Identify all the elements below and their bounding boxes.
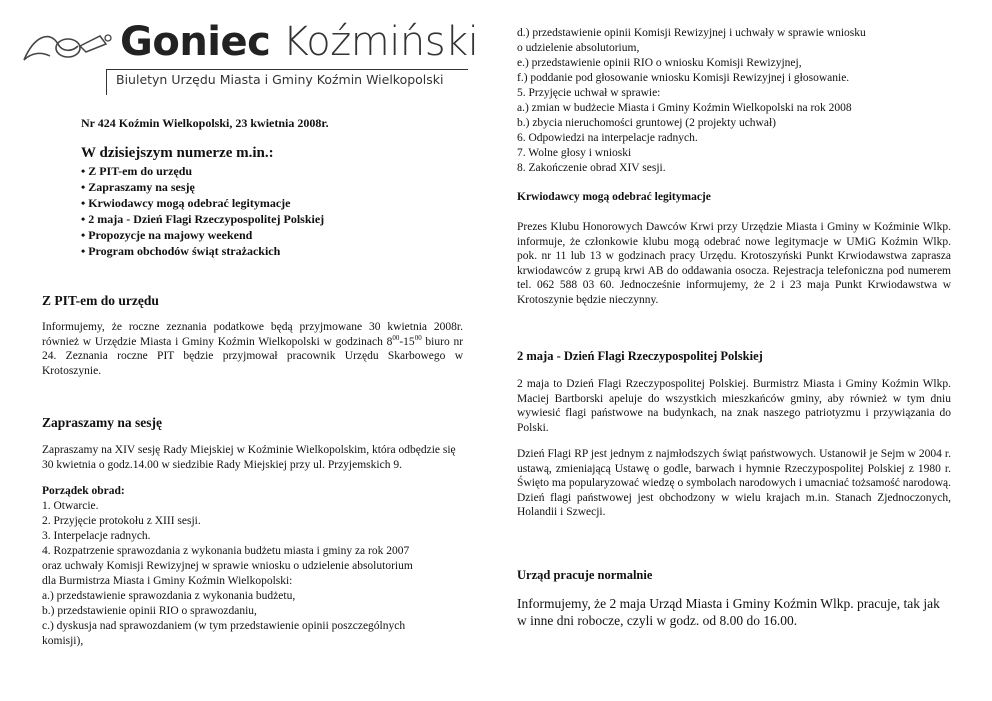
agenda-item: c.) dyskusja nad sprawozdaniem (w tym przedstawienie opinii poszczególnych (42, 620, 406, 632)
agenda-item: komisji), (42, 635, 84, 647)
masthead-subtitle: Biuletyn Urzędu Miasta i Gminy Koźmin Wielkopolski (116, 72, 444, 87)
post-horn-logo-icon (20, 22, 116, 70)
toc-item: • Krwiodawcy mogą odebrać legitymacje (81, 196, 291, 210)
masthead (20, 18, 479, 98)
article-body: Zapraszamy na XIV sesję Rady Miejskiej w Koźminie Wielkopolskim, która odbędzie się 30 kwietnia o godz.14.00 w siedzibie Rady Miejskiej przy ul. Przyjemskich 9. (42, 444, 456, 471)
agenda-item: b.) zbycia nieruchomości gruntowej (2 projekty uchwał) (517, 117, 776, 129)
article-body: Prezes Klubu Honorowych Dawców Krwi przy Urzędzie Miasta i Gminy w Koźminie Wlkp. informuje, że członkowie klubu mogą odebrać nowe legitymacje w UMiG Koźmin Wlkp. pok. nr 11 lub 13 w godzinach pracy Urzędu. Krotoszyński Punkt Krwiodawstwa zaprasza krwiodawców z grupą krwi AB do oddawania osocza. Rejestracja telefoniczna pod numerem tel. 062 588 03 60. Jednocześnie informujemy, że 2 i 23 maja Punkt Krwiodawstwa w Krotoszynie będzie nieczynny. (517, 221, 951, 306)
agenda-item: 6. Odpowiedzi na interpelacje radnych. (517, 132, 698, 144)
agenda-item: 4. Rozpatrzenie sprawozdania z wykonania budżetu miasta i gminy za rok 2007 (42, 545, 410, 557)
article-title: Urząd pracuje normalnie (517, 568, 653, 582)
agenda-item: e.) przedstawienie opinii RIO o wniosku Komisji Rewizyjnej, (517, 57, 802, 69)
toc-item: • Program obchodów świąt strażackich (81, 244, 281, 258)
article-body: 2 maja to Dzień Flagi Rzeczypospolitej Polskiej. Burmistrz Miasta i Gminy Koźmin Wlkp. Maciej Bartborski apeluje do wszystkich mieszkańców gminy, aby również w tym dniu wywiesić flagi państwowe na budynkach, na znak naszego patriotyzmu i przywiązania do Polski. (517, 378, 951, 434)
toc-item: • Z PIT-em do urzędu (81, 164, 193, 178)
issue-line: Nr 424 Koźmin Wielkopolski, 23 kwietnia 2008r. (81, 116, 329, 130)
agenda-item: oraz uchwały Komisji Rewizyjnej w sprawie wniosku o udzielenie absolutorium (42, 560, 413, 572)
agenda-item: 1. Otwarcie. (42, 500, 99, 512)
article-title: Krwiodawcy mogą odebrać legitymacje (517, 191, 711, 203)
article-dzien-flagi (517, 348, 951, 520)
agenda-item: 7. Wolne głosy i wnioski (517, 147, 632, 159)
article-body: Informujemy, że roczne zeznania podatkowe będą przyjmowane 30 kwietnia 2008r. również w Urzędzie Miasta i Gminy Koźmin Wielkopolski w godzinach $8^{00}-15^{00}$ biuro nr 24. Zeznania roczne PIT będzie przyjmował pracownik Urzędu Skarbowego w Krotoszynie. (42, 321, 464, 377)
article-title: 2 maja - Dzień Flagi Rzeczypospolitej Polskiej (517, 349, 763, 363)
article-sesja (42, 414, 463, 649)
agenda-list-continued (517, 26, 951, 176)
toc-item: • Zapraszamy na sesję (81, 180, 195, 194)
agenda-item: a.) zmian w budżecie Miasta i Gminy Koźmin Wielkopolski na rok 2008 (517, 102, 852, 114)
toc-heading: W dzisiejszym numerze m.in.: (81, 145, 274, 161)
article-krwiodawcy (517, 190, 951, 307)
article-body: Dzień Flagi RP jest jednym z najmłodszych świąt państwowych. Ustanowił je Sejm w 2004 r. ustawą, zmieniającą Ustawę o godle, barwach i hymnie Rzeczypospolitej Polskiej z 1980 r. Święto ma popularyzować wiedzę o symbolach narodowych i umacniać tożsamość narodową. Dzień flagi państwowej jest obchodzony w wielu krajach m.in. Stanach Zjednoczonych, Holandii i Szwecji. (517, 448, 951, 518)
article-title: Z PIT-em do urzędu (42, 293, 159, 308)
agenda-item: f.) poddanie pod głosowanie wniosku Komisji Rewizyjnej i głosowanie. (517, 72, 850, 84)
brand-title: Goniec Koźmiński (120, 19, 479, 65)
agenda-item: 5. Przyjęcie uchwał w sprawie: (517, 87, 661, 99)
agenda-list (42, 499, 463, 649)
article-body: Informujemy, że 2 maja Urząd Miasta i Gminy Koźmin Wlkp. pracuje, tak jak w inne dni robocze, czyli w godz. od 8.00 do 16.00. (517, 596, 940, 628)
agenda-item: 8. Zakończenie obrad XIV sesji. (517, 162, 666, 174)
agenda-item: o udzielenie absolutorium, (517, 42, 640, 54)
agenda-item: d.) przedstawienie opinii Komisji Rewizyjnej i uchwały w sprawie wniosku (517, 27, 866, 39)
agenda-item: a.) przedstawienie sprawozdania z wykonania budżetu, (42, 590, 296, 602)
agenda-title: Porządek obrad: (42, 485, 125, 497)
agenda-item: 2. Przyjęcie protokołu z XIII sesji. (42, 515, 201, 527)
article-title: Zapraszamy na sesję (42, 415, 162, 430)
toc-item: • Propozycje na majowy weekend (81, 228, 253, 242)
toc-item: • 2 maja - Dzień Flagi Rzeczypospolitej Polskiej (81, 212, 325, 226)
agenda-item: dla Burmistrza Miasta i Gminy Koźmin Wielkopolski: (42, 575, 293, 587)
agenda-item: b.) przedstawienie opinii RIO o sprawozdaniu, (42, 605, 257, 617)
masthead-rule-vertical (106, 69, 107, 95)
table-of-contents (81, 144, 461, 259)
masthead-rule (106, 69, 468, 70)
article-pit (42, 292, 463, 378)
article-urzad (517, 567, 951, 629)
agenda-item: 3. Interpelacje radnych. (42, 530, 151, 542)
